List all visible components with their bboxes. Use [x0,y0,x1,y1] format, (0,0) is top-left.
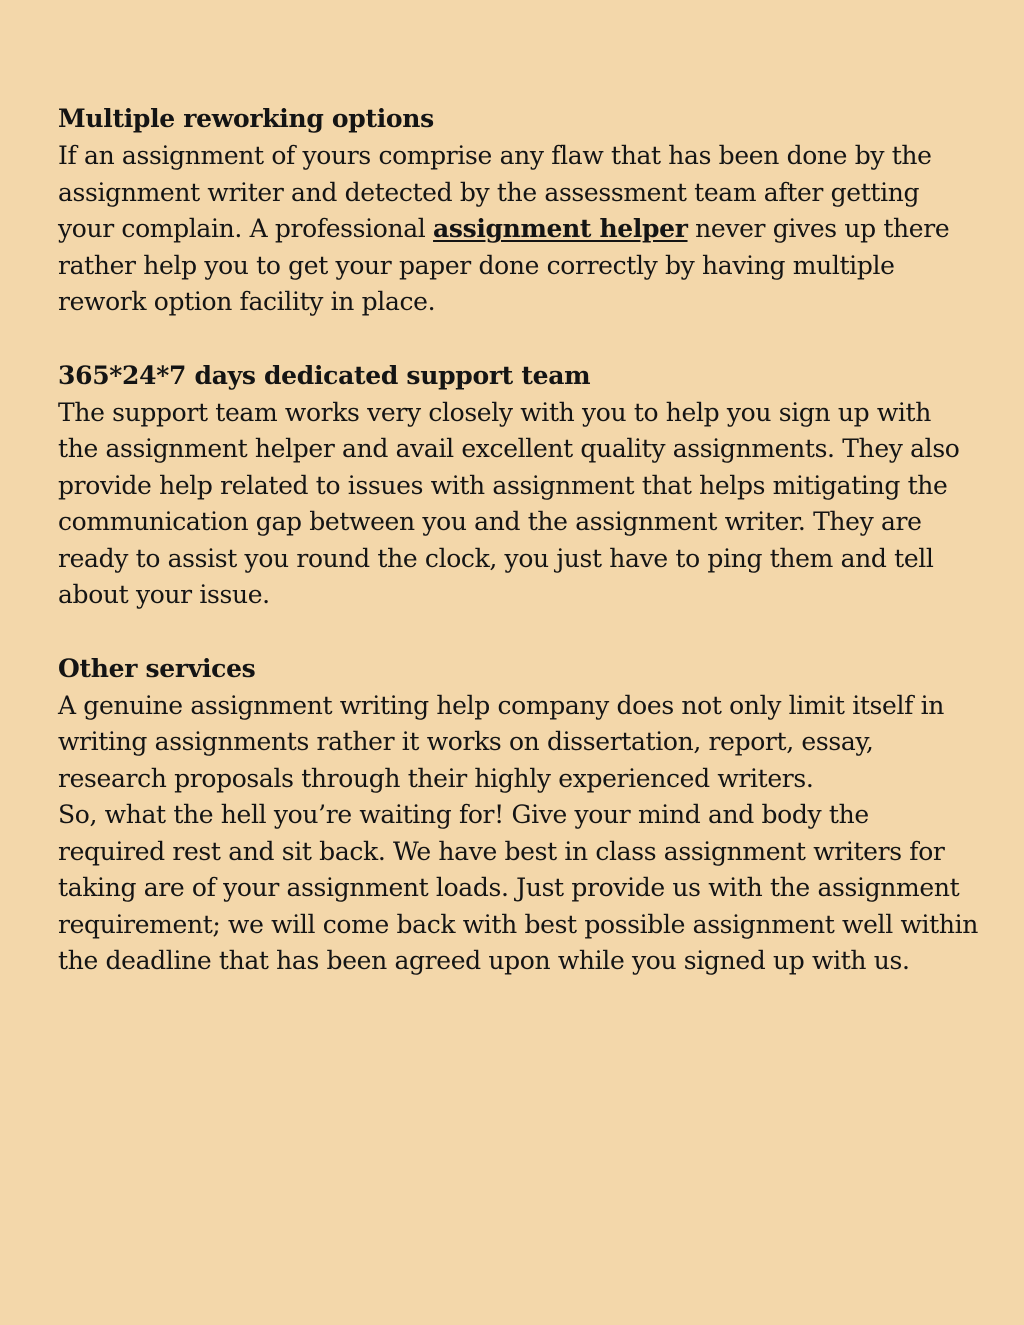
section-body-text: never gives up there rather help you to get your paper done correctly by having multiple rework option facility in place. [58,214,950,316]
section-body-text: If an assignment of yours comprise any flaw that has been done by the assignment writer and detected by the assessment team after getting your complain. A professional [58,141,932,243]
section-body [58,138,978,321]
closing-paragraph: So, what the hell you’re waiting for! Give your mind and body the required rest and sit back. We have best in class assignment writers for taking are of your assignment loads. Just provide us with the assignment requirement; we will come back with best possible assignment well within the deadline that has been agreed upon while you signed up with us. [58,800,978,975]
section-body: The support team works very closely with you to help you sign up with the assignment helper and avail excellent quality assignments. They also provide help related to issues with assignment that helps mitigating the communication gap between you and the assignment writer. They are ready to assist you round the clock, you just have to ping them and tell about your issue. [58,397,960,609]
section-support-team [58,357,978,614]
section-other-services [58,650,978,980]
document-page [58,100,978,1016]
section-heading: 365*24*7 days dedicated support team [58,360,591,390]
section-heading: Other services [58,653,256,683]
assignment-helper-link[interactable]: assignment helper [433,214,688,243]
section-body: A genuine assignment writing help company does not only limit itself in writing assignments rather it works on dissertation, report, essay, research proposals through their highly experienced writers. [58,690,945,793]
section-multiple-reworking-options [58,100,978,321]
section-heading: Multiple reworking options [58,104,434,133]
